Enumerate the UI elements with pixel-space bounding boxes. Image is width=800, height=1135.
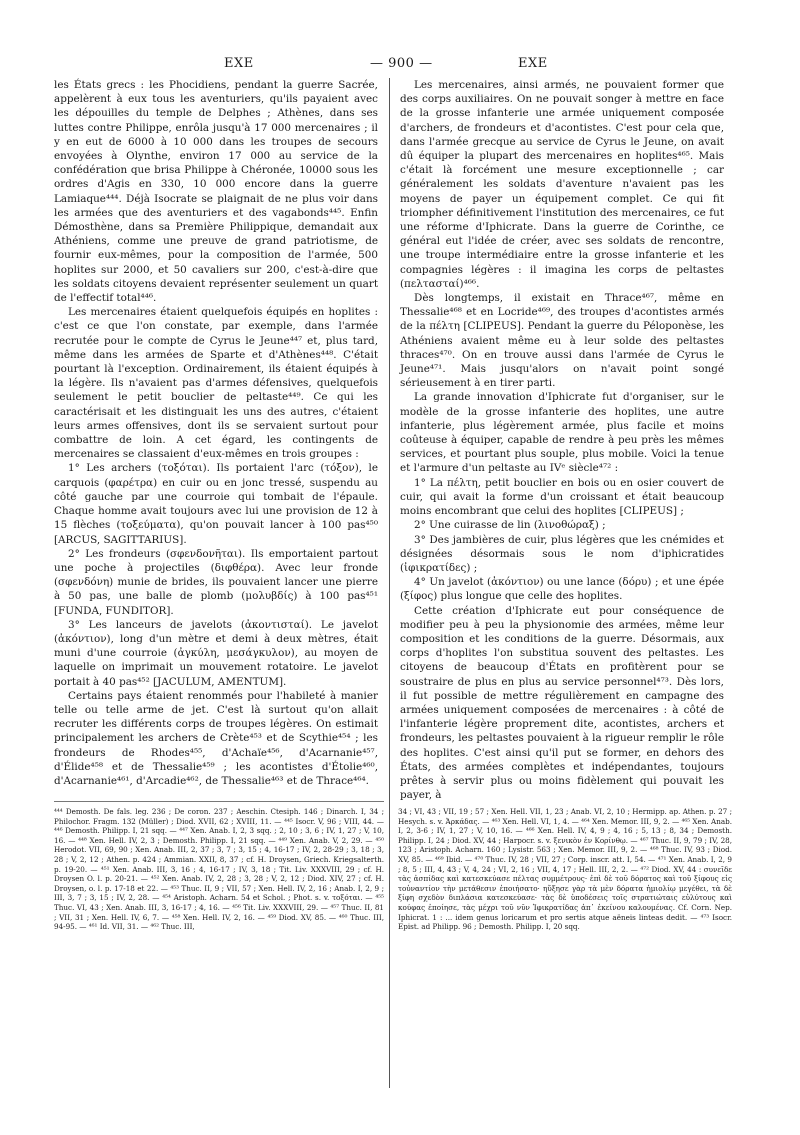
paragraph: 2° Les frondeurs (σφενδονῆται). Ils emportaient partout une poche à projectiles (διφθέρα). Avec leur fronde (σφενδόνη) munie de brides, ils pouvaient lancer une pierre à 50 pas, une balle de plomb (μολυβδίς) à 100 pas⁴⁵¹ [FUNDA, FUNDITOR]. bbox=[54, 547, 378, 617]
paragraph: 1° Les archers (τοξόται). Ils portaient l'arc (τόξον), le carquois (φαρέτρα) en cuir ou en jonc tressé, suspendu au côté gauche par une courroie qui tombait de l'épaule. Chaque homme avait toujours avec lui une provision de 12 à 15 flèches (τοξεύματα), qu'on pouvait lancer à 100 pas⁴⁵⁰ [ARCUS, SAGITTARIUS]. bbox=[54, 462, 378, 546]
paragraph: Dès longtemps, il existait en Thrace⁴⁶⁷, même en Thessalie⁴⁶⁸ et en Locride⁴⁶⁹, des troupes d'acontistes armés de la πέλτη [CLIPEUS]. Pendant la guerre du Péloponèse, les Athéniens avaient même eu à leur solde des peltastes thraces⁴⁷⁰. On en trouve aussi dans l'armée de Cyrus le Jeune⁴⁷¹. Mais jusqu'alors on n'avait point songé sérieusement à en tirer parti. bbox=[400, 292, 724, 390]
paragraph: 3° Les lanceurs de javelots (ἀκοντισταί). Le javelot (ἀκόντιον), long d'un mètre et demi à deux mètres, était muni d'une courroie (ἀγκύλη, μεσάγκυλον), au moyen de laquelle on imprimait un mouvement rotatoire. Le javelot portait à 40 pas⁴⁵² [JACULUM, AMENTUM]. bbox=[54, 618, 378, 688]
running-head-right: EXE bbox=[518, 56, 548, 71]
footnotes-left: ⁴⁴⁴ Demosth. De fals. leg. 236 ; De coron. 237 ; Aeschin. Ctesiph. 146 ; Dinarch. I, 34 ; Philochor. Fragm. 132 (Müller) ; Diod. XVII, 62 ; XVIII, 11. — ⁴⁴⁵ Isocr. V, 96 ; VIII, 44. — ⁴⁴⁶ Demosth. Philipp. I, 21 sqq. — ⁴⁴⁷ Xen. Anab. I, 2, 3 sqq. ; 2, 10 ; 3, 6 ; IV, 1, 27 ; V, 10, 16. — ⁴⁴⁸ Xen. Hell. IV, 2, 3 ; Demosth. Philipp. I, 21 sqq. — ⁴⁴⁹ Xen. Anab. V, 2, 29. — ⁴⁵⁰ Herodot. VII, 69, 90 ; Xen. Anab. III, 2, 37 ; 3, 7 ; 3, 15 ; 4, 16-17 ; IV, 2, 28-29 ; 3, 18 ; 3, 28 ; V, 2, 12 ; Athen. p. 424 ; Ammian. XXII, 8, 37 ; cf. H. Droysen, Griech. Kriegsalterth. p. 19-20. — ⁴⁵¹ Xen. Anab. III, 3, 16 ; 4, 16-17 ; IV, 3, 18 ; Tit. Liv. XXXVIII, 29 ; cf. H. Droysen O. l. p. 20-21. — ⁴⁵² Xen. Anab. IV, 2, 28 ; 3, 28 ; V, 2, 12 ; Diod. XIV, 27 ; cf. H. Droysen, o. l. p. 17-18 et 22. — ⁴⁵³ Thuc. II, 9 ; VII, 57 ; Xen. Hell. IV, 2, 16 ; Anab. I, 2, 9 ; III, 3, 7 ; 3, 15 ; IV, 2, 28. — ⁴⁵⁴ Aristoph. Acharn. 54 et Schol. ; Phot. s. v. τοξόται. — ⁴⁵⁵ Thuc. VI, 43 ; Xen. Anab. III, 3, 16-17 ; 4, 16. — ⁴⁵⁶ Tit. Liv. XXXVIII, 29. — ⁴⁵⁷ Thuc. II, 81 ; VII, 31 ; Xen. Hell. IV, 6, 7. — ⁴⁵⁸ Xen. Hell. IV, 2, 16. — ⁴⁵⁹ Diod. XV, 85. — ⁴⁶⁰ Thuc. III, 94-95. — ⁴⁶¹ Id. VII, 31. — ⁴⁶² Thuc. III, bbox=[54, 807, 384, 932]
left-text-column bbox=[54, 78, 378, 788]
paragraph: 1° La πέλτη, petit bouclier en bois ou en osier couvert de cuir, qui avait la forme d'un croissant et était beaucoup moins encombrant que celui des hoplites [CLIPEUS] ; bbox=[400, 476, 724, 518]
running-head-left: EXE bbox=[224, 56, 254, 71]
paragraph: Cette création d'Iphicrate eut pour conséquence de modifier peu à peu la physionomie des armées, même leur composition et les conditions de la guerre. Désormais, aux corps d'hoplites l'on substitua souvent des peltastes. Les citoyens de beaucoup d'États en profitèrent pour se soustraire de plus en plus au service personnel⁴⁷³. Dès lors, il fut possible de mettre régulièrement en campagne des armées uniquement composées de mercenaires : à côté de l'infanterie légère proprement dite, acontistes, archers et frondeurs, les peltastes pouvaient à la rigueur remplir le rôle des hoplites. C'est ainsi qu'il put se former, en dehors des États, des armées complètes et indépendantes, toujours prêtes à servir plus ou moins fidèlement qui pouvait les payer, à bbox=[400, 604, 724, 802]
right-text-column bbox=[400, 78, 724, 802]
paragraph: Les mercenaires étaient quelquefois équipés en hoplites : c'est ce que l'on constate, par exemple, dans l'armée recrutée pour le compte de Cyrus le Jeune⁴⁴⁷ et, plus tard, même dans les armées de Sparte et d'Athènes⁴⁴⁸. C'était pourtant là l'exception. Ordinairement, ils étaient équipés à la légère. Ils n'avaient pas d'armes défensives, quelquefois seulement le petit bouclier de peltaste⁴⁴⁹. Ce qui les caractérisait et les distinguait les uns des autres, c'étaient leurs armes offensives, dont ils se servaient surtout pour combattre de loin. A cet égard, les contingents de mercenaires se classaient d'eux-mêmes en trois groupes : bbox=[54, 306, 378, 461]
paragraph: 3° Des jambières de cuir, plus légères que les cnémides et désignées désormais sous le nom d'iphicratides (ἰφικρατίδες) ; bbox=[400, 533, 724, 574]
page-number: — 900 — bbox=[370, 56, 433, 71]
footnote-separator bbox=[54, 801, 384, 802]
paragraph: les États grecs : les Phocidiens, pendant la guerre Sacrée, appelèrent à eux tous les aventuriers, qu'ils payaient avec les dépouilles du temple de Delphes ; Athènes, dans ses luttes contre Philippe, enrôla jusqu'à 17 000 mercenaires ; il y en eut de 6000 à 10 000 dans les troupes de secours envoyées à Olynthe, environ 17 000 au service de la confédération que brisa Philippe à Chéronée, 10000 sous les ordres d'Agis en 330, 10 000 encore dans la guerre Lamiaque⁴⁴⁴. Déjà Isocrate se plaignait de ne plus voir dans les armées que des aventuriers et des vagabonds⁴⁴⁵. Enfin Démosthène, dans sa Première Philippique, demandait aux Athéniens, comme une preuve de grand patriotisme, de fournir eux-mêmes, pour la composition de l'armée, 500 hoplites sur 2000, et 50 cavaliers sur 200, c'est-à-dire que les soldats citoyens devaient représenter seulement un quart de l'effectif total⁴⁴⁶. bbox=[54, 79, 378, 305]
footnotes-right: 34 ; VI, 43 ; VII, 19 ; 57 ; Xen. Hell. VII, 1, 23 ; Anab. VI, 2, 10 ; Hermipp. ap. Athen. p. 27 ; Hesych. s. v. Ἀρκάδας. — ⁴⁶³ Xen. Hell. VI, 1, 4. — ⁴⁶⁴ Xen. Memor. III, 9, 2. — ⁴⁶⁵ Xen. Anab. I, 2, 3-6 ; IV, 1, 27 ; V, 10, 16. — ⁴⁶⁶ Xen. Hell. IV, 4, 9 ; 4, 16 ; 5, 13 ; 8, 34 ; Demosth. Philipp. I, 24 ; Diod. XV, 44 ; Harpocr. s. v. ξενικὸν ἐν Κορίνθῳ. — ⁴⁶⁷ Thuc. II, 9, 79 ; IV, 28, 123 ; Aristoph. Acharn. 160 ; Lysistr. 563 ; Xen. Memor. III, 9, 2. — ⁴⁶⁸ Thuc. IV, 93 ; Diod. XV, 85. — ⁴⁶⁹ Ibid. — ⁴⁷⁰ Thuc. IV, 28 ; VII, 27 ; Corp. inscr. att. I, 54. — ⁴⁷¹ Xen. Anab. I, 2, 9 ; 8, 5 ; III, 4, 43 ; V, 4, 24 ; VI, 2, 16 ; VII, 4, 17 ; Hell. III, 2, 2. — ⁴⁷² Diod. XV, 44 : συνεῖδε τὰς ἀσπίδας καὶ κατεσκεύασε πέλτας συμμέτρους· ἐπὶ δὲ τοῦ δόρατος καὶ τοῦ ξίφους εἰς τοὐναντίον τὴν μετάθεσιν ἐποιήσατο· ηὔξησε γὰρ τὰ μὲν δόρατα ἡμιολίῳ μεγέθει, τὰ δὲ ξίφη σχεδὸν διπλάσια κατεσκεύασε· τὰς δὲ ὑποδέσεις τοῖς στρατιώταις εὐλύτους καὶ κούφας ἐποίησε, τὰς μέχρι τοῦ νῦν Ἰφικρατίδας ἀπ᾽ ἐκείνου καλουμένας. Cf. Corn. Nep. Iphicrat. 1 : ... idem genus loricarum et pro sertis atque aëneis linteas dedit. — ⁴⁷³ Isocr. Epist. ad Philipp. 96 ; Demosth. Philipp. I, 20 sqq. bbox=[398, 807, 732, 932]
paragraph: Les mercenaires, ainsi armés, ne pouvaient former que des corps auxiliaires. On ne pouvait songer à mettre en face de la grosse infanterie une armée uniquement composée d'archers, de frondeurs et d'acontistes. C'est pour cela que, dans l'armée grecque au service de Cyrus le Jeune, on avait dû équiper la plupart des mercenaires en hoplites⁴⁶⁵. Mais c'était là forcément une mesure exceptionnelle ; car généralement les soldats d'aventure n'avaient pas les moyens de payer un équipement complet. Ce qui fit triompher définitivement l'institution des mercenaires, ce fut une réforme d'Iphicrate. Dans la guerre de Corinthe, ce général eut l'idée de créer, avec ses soldats de rencontre, une troupe intermédiaire entre la grosse infanterie et les compagnies légères : il imagina les corps de peltastes (πελτασταί)⁴⁶⁶. bbox=[400, 79, 724, 290]
paragraph: Certains pays étaient renommés pour l'habileté à manier telle ou telle arme de jet. C'est là surtout qu'on allait recruter les différents corps de troupes légères. On estimait principalement les archers de Crète⁴⁵³ et de Scythie⁴⁵⁴ ; les frondeurs de Rhodes⁴⁵⁵, d'Achaïe⁴⁵⁶, d'Acarnanie⁴⁵⁷, d'Élide⁴⁵⁸ et de Thessalie⁴⁵⁹ ; les acontistes d'Étolie⁴⁶⁰, d'Acarnanie⁴⁶¹, d'Arcadie⁴⁶², de Thessalie⁴⁶³ et de Thrace⁴⁶⁴. bbox=[54, 689, 378, 787]
column-divider bbox=[389, 78, 390, 1088]
paragraph: La grande innovation d'Iphicrate fut d'organiser, sur le modèle de la grosse infanterie des hoplites, une autre infanterie, plus légèrement armée, plus facile et moins coûteuse à équiper, capable de rendre à peu près les mêmes services, et pourtant plus souple, plus mobile. Voici la tenue et l'armure d'un peltaste au IVᵉ siècle⁴⁷² : bbox=[400, 391, 724, 475]
paragraph: 4° Un javelot (ἀκόντιον) ou une lance (δόρυ) ; et une épée (ξίφος) plus longue que celle des hoplites. bbox=[400, 576, 724, 603]
paragraph: 2° Une cuirasse de lin (λινοθώραξ) ; bbox=[414, 519, 606, 532]
